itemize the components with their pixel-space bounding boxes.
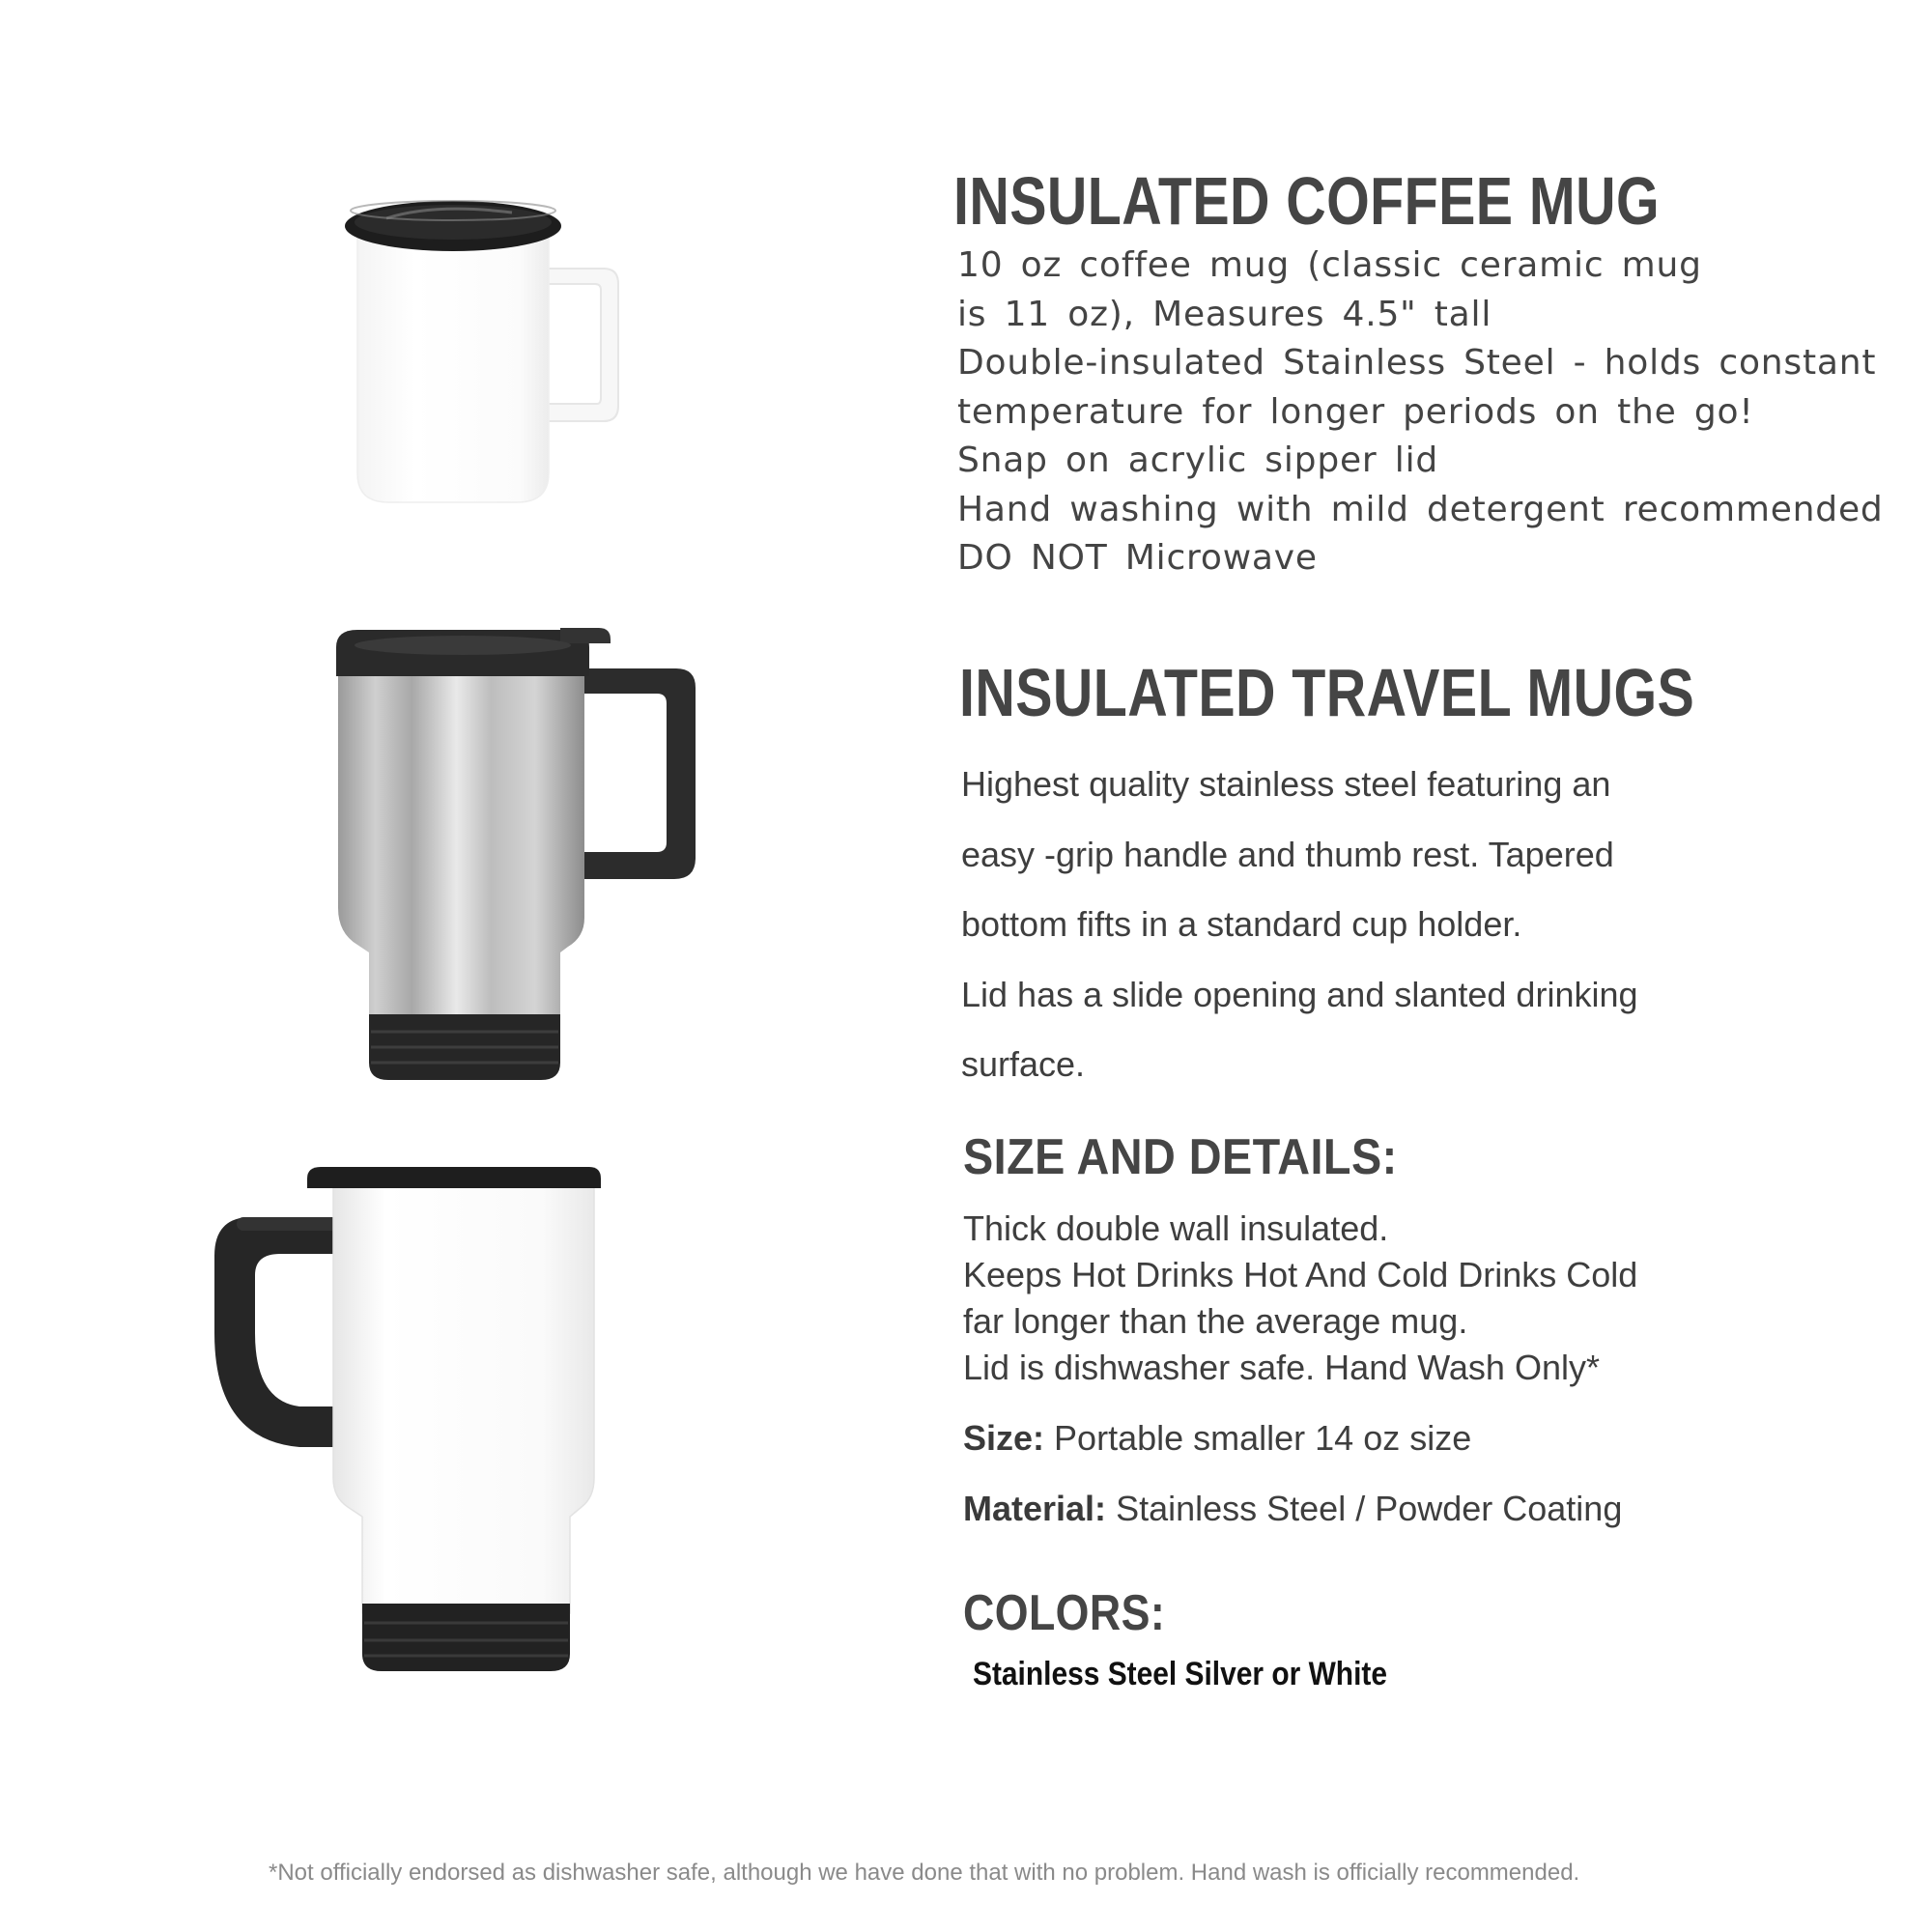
detail-line: Keeps Hot Drinks Hot And Cold Drinks Cold [963, 1255, 1638, 1294]
description-line: Double-insulated Stainless Steel - holds constant [957, 343, 1877, 383]
description-line: is 11 oz), Measures 4.5" tall [957, 294, 1492, 334]
description-line: Lid has a slide opening and slanted drinking [961, 974, 1638, 1014]
detail-line: Thick double wall insulated. [963, 1208, 1389, 1248]
description-line: bottom fifts in a standard cup holder. [961, 904, 1522, 944]
footnote: *Not officially endorsed as dishwasher safe, although we have done that with no problem. Hand wash is officially recommended. [269, 1860, 1580, 1886]
travel-mugs-description [961, 750, 1695, 1100]
description-line: Hand washing with mild detergent recommended [957, 489, 1884, 529]
white-travel-mug-image [203, 1159, 609, 1681]
material-spec [963, 1489, 1622, 1529]
colors-title: COLORS: [963, 1585, 1166, 1641]
silver-travel-mug-image [328, 599, 715, 1101]
material-value: Stainless Steel / Powder Coating [1116, 1489, 1623, 1528]
white-coffee-mug-image [328, 184, 647, 512]
size-details-description [963, 1206, 1736, 1391]
size-label: Size: [963, 1418, 1045, 1458]
size-value: Portable smaller 14 oz size [1054, 1418, 1472, 1458]
description-line: easy -grip handle and thumb rest. Tapered [961, 834, 1614, 874]
travel-mugs-title: INSULATED TRAVEL MUGS [959, 655, 1695, 730]
material-label: Material: [963, 1489, 1107, 1528]
description-line: surface. [961, 1044, 1086, 1084]
description-line: Snap on acrylic sipper lid [957, 440, 1439, 480]
coffee-mug-title: INSULATED COFFEE MUG [953, 163, 1661, 239]
description-line: 10 oz coffee mug (classic ceramic mug [957, 245, 1702, 285]
description-line: DO NOT Microwave [957, 538, 1318, 578]
size-details-title: SIZE AND DETAILS: [963, 1129, 1398, 1185]
detail-line: far longer than the average mug. [963, 1301, 1468, 1341]
size-spec [963, 1418, 1471, 1459]
coffee-mug-description [957, 242, 1884, 583]
detail-line: Lid is dishwasher safe. Hand Wash Only* [963, 1348, 1600, 1387]
description-line: Highest quality stainless steel featuring an [961, 764, 1611, 804]
colors-value: Stainless Steel Silver or White [973, 1656, 1388, 1692]
description-line: temperature for longer periods on the go! [957, 391, 1754, 432]
